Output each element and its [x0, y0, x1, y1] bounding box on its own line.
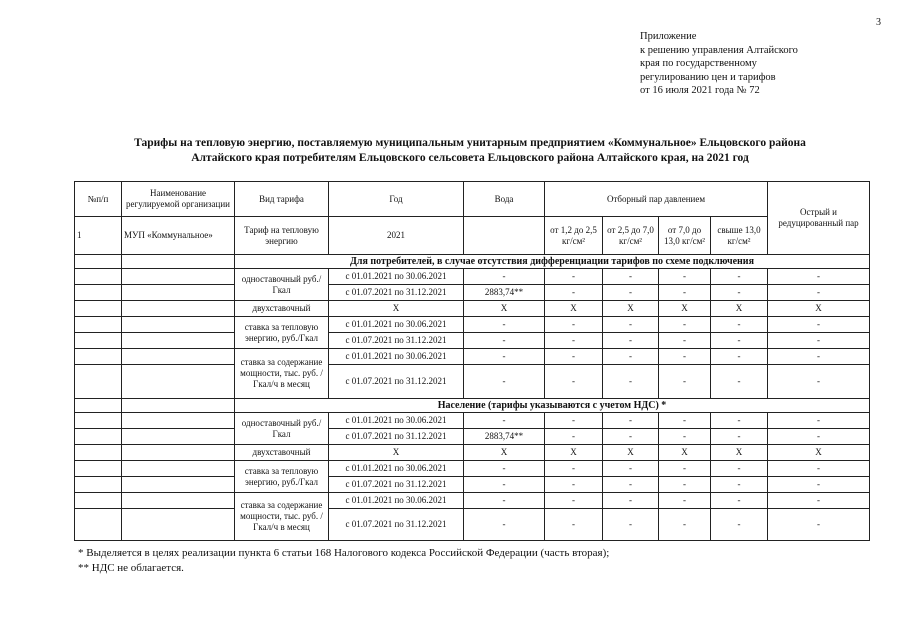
value-cell: - [711, 493, 768, 509]
period-cell: с 01.07.2021 по 31.12.2021 [329, 285, 464, 301]
empty-cell [122, 269, 235, 285]
value-cell: 2883,74** [464, 285, 545, 301]
header-year: Год [329, 182, 464, 217]
table-header-row [75, 217, 870, 255]
header-pressure: от 7,0 до 13,0 кг/см² [659, 217, 711, 255]
value-cell: - [545, 365, 603, 399]
tariff-label: ставка за содержание мощности, тыс. руб. /Гкал/ч в месяц [235, 493, 329, 541]
value-cell: X [464, 445, 545, 461]
appendix-block [640, 30, 798, 98]
header-num: №п/п [75, 182, 122, 217]
appendix-line: регулированию цен и тарифов [640, 71, 776, 83]
value-cell: - [603, 429, 659, 445]
value-cell: - [768, 285, 870, 301]
value-cell: - [711, 429, 768, 445]
empty-cell [122, 365, 235, 399]
value-cell: - [545, 509, 603, 541]
value-cell: - [545, 269, 603, 285]
value-cell: X [711, 301, 768, 317]
value-cell: - [603, 413, 659, 429]
value-cell: - [711, 509, 768, 541]
tariff-label: ставка за содержание мощности, тыс. руб. /Гкал/ч в месяц [235, 349, 329, 399]
period-cell: с 01.01.2021 по 30.06.2021 [329, 349, 464, 365]
section-row [75, 399, 870, 413]
row-tariff: Тариф на тепловую энергию [235, 217, 329, 255]
empty-cell [75, 445, 122, 461]
empty-cell [75, 399, 122, 413]
value-cell: - [659, 285, 711, 301]
empty-cell [122, 399, 235, 413]
value-cell: - [659, 493, 711, 509]
value-cell: X [545, 301, 603, 317]
value-cell: - [768, 429, 870, 445]
value-cell: - [711, 365, 768, 399]
value-cell: - [659, 269, 711, 285]
value-cell: X [768, 445, 870, 461]
value-cell: - [768, 333, 870, 349]
header-pressure: от 2,5 до 7,0 кг/см² [603, 217, 659, 255]
value-cell: - [545, 317, 603, 333]
empty-cell [122, 429, 235, 445]
header-org: Наименование регулируемой организации [122, 182, 235, 217]
value-cell: - [603, 365, 659, 399]
empty-cell [75, 285, 122, 301]
value-cell: - [659, 509, 711, 541]
header-steam: Отборный пар давлением [545, 182, 768, 217]
empty-cell [122, 301, 235, 317]
value-cell: - [711, 477, 768, 493]
value-cell: - [464, 317, 545, 333]
value-cell: X [768, 301, 870, 317]
value-cell: X [711, 445, 768, 461]
period-cell: с 01.07.2021 по 31.12.2021 [329, 429, 464, 445]
value-cell: - [768, 509, 870, 541]
empty-cell [75, 365, 122, 399]
value-cell: - [768, 317, 870, 333]
value-cell: X [329, 301, 464, 317]
value-cell: - [659, 365, 711, 399]
value-cell: - [545, 429, 603, 445]
value-cell: - [603, 461, 659, 477]
period-cell: с 01.01.2021 по 30.06.2021 [329, 317, 464, 333]
table-row [75, 317, 870, 333]
value-cell: - [768, 477, 870, 493]
value-cell: - [464, 493, 545, 509]
table-row [75, 301, 870, 317]
value-cell: - [545, 285, 603, 301]
value-cell: - [659, 317, 711, 333]
row-year: 2021 [329, 217, 464, 255]
period-cell: с 01.07.2021 по 31.12.2021 [329, 333, 464, 349]
value-cell: X [659, 445, 711, 461]
value-cell: - [659, 349, 711, 365]
period-cell: с 01.07.2021 по 31.12.2021 [329, 509, 464, 541]
value-cell: - [603, 285, 659, 301]
section-title: Население (тарифы указываются с учетом НДС) * [235, 399, 870, 413]
tariff-label: ставка за тепловую энергию, руб./Гкал [235, 461, 329, 493]
section-title: Для потребителей, в случае отсутствия дифференциации тарифов по схеме подключения [235, 255, 870, 269]
value-cell: - [464, 349, 545, 365]
tariff-label: двухставочный [235, 301, 329, 317]
table-row [75, 493, 870, 509]
table-row [75, 509, 870, 541]
value-cell: - [711, 285, 768, 301]
page-number: 3 [876, 17, 881, 28]
appendix-line: Приложение [640, 31, 697, 42]
empty-cell [122, 461, 235, 477]
value-cell: - [711, 317, 768, 333]
value-cell: X [464, 301, 545, 317]
period-cell: с 01.01.2021 по 30.06.2021 [329, 461, 464, 477]
empty-cell [122, 333, 235, 349]
title-line: Алтайского края потребителям Ельцовского сельсовета Ельцовского района Алтайского края, на 2021 год [191, 152, 749, 164]
value-cell: - [545, 333, 603, 349]
tariff-label: ставка за тепловую энергию, руб./Гкал [235, 317, 329, 349]
value-cell: - [603, 477, 659, 493]
value-cell: X [329, 445, 464, 461]
value-cell: - [545, 413, 603, 429]
footnote: * Выделяется в целях реализации пункта 6 статьи 168 Налогового кодекса Российской Федерации (часть вторая); [78, 547, 610, 559]
value-cell: - [545, 477, 603, 493]
empty-cell [122, 413, 235, 429]
value-cell: - [768, 461, 870, 477]
tariff-table [74, 181, 870, 541]
value-cell: - [768, 349, 870, 365]
value-cell: - [768, 365, 870, 399]
value-cell: - [464, 461, 545, 477]
empty-cell [122, 493, 235, 509]
value-cell: - [603, 509, 659, 541]
value-cell: - [659, 461, 711, 477]
value-cell: - [603, 317, 659, 333]
value-cell: - [545, 349, 603, 365]
value-cell: - [464, 413, 545, 429]
value-cell: - [659, 413, 711, 429]
value-cell: - [603, 269, 659, 285]
empty-cell [75, 255, 122, 269]
tariff-label: двухставочный [235, 445, 329, 461]
value-cell: - [768, 413, 870, 429]
appendix-line: края по государственному [640, 58, 757, 69]
table-row [75, 477, 870, 493]
row-num: 1 [75, 217, 122, 255]
value-cell: - [464, 509, 545, 541]
period-cell: с 01.01.2021 по 30.06.2021 [329, 493, 464, 509]
table-row [75, 285, 870, 301]
row-org: МУП «Коммунальное» [122, 217, 235, 255]
value-cell: - [603, 333, 659, 349]
value-cell: X [603, 445, 659, 461]
value-cell: - [464, 269, 545, 285]
empty-cell [75, 509, 122, 541]
value-cell: - [659, 477, 711, 493]
title-line: Тарифы на тепловую энергию, поставляемую муниципальным унитарным предприятием «Коммунальное» Ельцовского района [134, 137, 806, 149]
empty-cell [75, 413, 122, 429]
value-cell: - [768, 493, 870, 509]
value-cell: - [464, 365, 545, 399]
empty-cell [122, 317, 235, 333]
appendix-line: к решению управления Алтайского [640, 44, 798, 56]
table-row [75, 429, 870, 445]
period-cell: с 01.01.2021 по 30.06.2021 [329, 413, 464, 429]
empty-cell [75, 301, 122, 317]
header-sharp-steam: Острый и редуцированный пар [768, 182, 870, 255]
empty-cell [464, 217, 545, 255]
tariff-label: одноставочный руб./Гкал [235, 413, 329, 445]
value-cell: - [659, 429, 711, 445]
value-cell: - [711, 333, 768, 349]
empty-cell [75, 493, 122, 509]
empty-cell [75, 333, 122, 349]
section-row [75, 255, 870, 269]
table-row [75, 365, 870, 399]
empty-cell [122, 477, 235, 493]
header-pressure: свыше 13,0 кг/см² [711, 217, 768, 255]
table-row [75, 413, 870, 429]
period-cell: с 01.01.2021 по 30.06.2021 [329, 269, 464, 285]
header-water: Вода [464, 182, 545, 217]
value-cell: - [711, 461, 768, 477]
value-cell: X [659, 301, 711, 317]
appendix-line: от 16 июля 2021 года № 72 [640, 85, 760, 96]
value-cell: - [711, 413, 768, 429]
footnote: ** НДС не облагается. [78, 562, 184, 574]
document-title [70, 136, 870, 166]
period-cell: с 01.07.2021 по 31.12.2021 [329, 365, 464, 399]
value-cell: - [711, 349, 768, 365]
tariff-label: одноставочный руб./Гкал [235, 269, 329, 301]
empty-cell [122, 445, 235, 461]
header-tariff-type: Вид тарифа [235, 182, 329, 217]
table-row [75, 333, 870, 349]
value-cell: - [603, 349, 659, 365]
value-cell: - [768, 269, 870, 285]
empty-cell [75, 317, 122, 333]
value-cell: - [464, 477, 545, 493]
table-header-row [75, 182, 870, 217]
empty-cell [122, 285, 235, 301]
table-row [75, 445, 870, 461]
empty-cell [75, 429, 122, 445]
empty-cell [122, 509, 235, 541]
value-cell: - [659, 333, 711, 349]
table-row [75, 269, 870, 285]
value-cell: - [464, 333, 545, 349]
value-cell: X [603, 301, 659, 317]
empty-cell [75, 269, 122, 285]
value-cell: - [545, 461, 603, 477]
empty-cell [75, 349, 122, 365]
value-cell: - [545, 493, 603, 509]
period-cell: с 01.07.2021 по 31.12.2021 [329, 477, 464, 493]
value-cell: 2883,74** [464, 429, 545, 445]
table-row [75, 461, 870, 477]
empty-cell [122, 255, 235, 269]
value-cell: - [603, 493, 659, 509]
table-row [75, 349, 870, 365]
empty-cell [75, 461, 122, 477]
header-pressure: от 1,2 до 2,5 кг/см² [545, 217, 603, 255]
empty-cell [75, 477, 122, 493]
value-cell: X [545, 445, 603, 461]
footnotes [78, 546, 609, 576]
value-cell: - [711, 269, 768, 285]
empty-cell [122, 349, 235, 365]
